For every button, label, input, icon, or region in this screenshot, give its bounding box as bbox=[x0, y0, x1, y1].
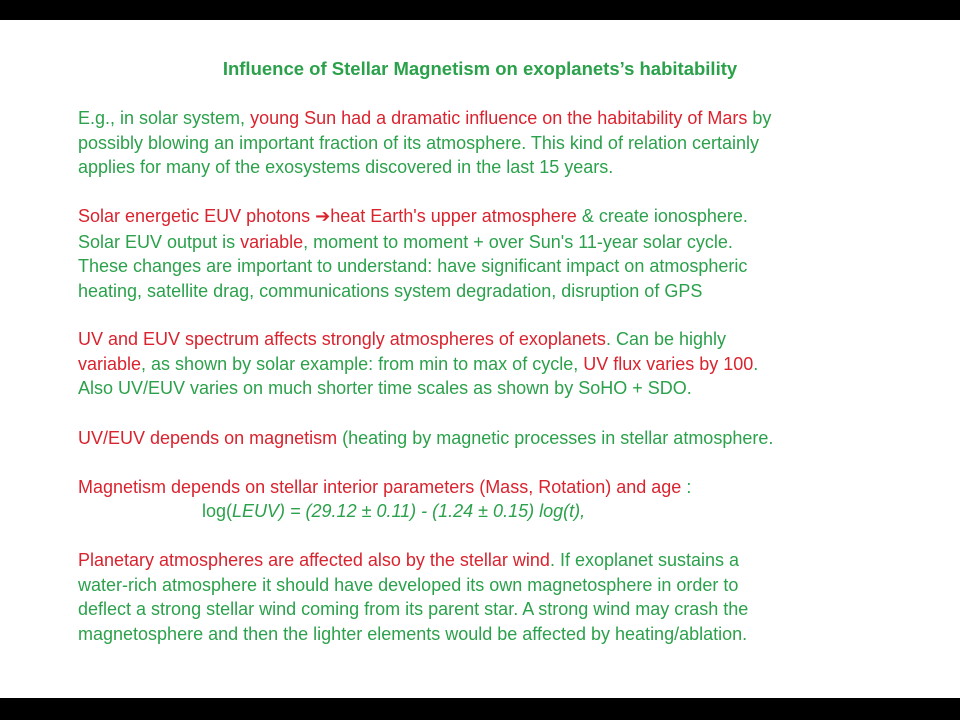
paragraph-line: water-rich atmosphere it should have developed its own magnetosphere in order to bbox=[78, 574, 739, 595]
paragraph-magnetism-uv bbox=[78, 426, 918, 451]
paragraph-line bbox=[78, 327, 918, 352]
highlight-text: UV flux varies by 100 bbox=[583, 353, 754, 374]
paragraph-line: These changes are important to understand: have significant impact on atmospheric bbox=[78, 256, 748, 276]
paragraph-line bbox=[78, 352, 918, 377]
highlight-text: heat Earth's upper atmosphere bbox=[330, 206, 577, 226]
paragraph-line: possibly blowing an important fraction of its atmosphere. This kind of relation certainly bbox=[78, 132, 760, 153]
paragraph-line bbox=[78, 548, 918, 573]
paragraph-line bbox=[78, 475, 918, 500]
text-run: , as shown by solar example: from min to max of cycle, bbox=[141, 353, 584, 374]
paragraph-stellar-wind bbox=[78, 548, 918, 646]
paragraph-line bbox=[78, 204, 918, 230]
highlight-text: Planetary atmospheres are affected also by the stellar wind bbox=[78, 550, 550, 570]
highlight-text: variable bbox=[78, 353, 142, 374]
text-run: by bbox=[747, 108, 772, 128]
text-run: , moment to moment + over Sun's 11-year solar cycle. bbox=[303, 231, 733, 252]
highlight-text: Solar energetic EUV photons bbox=[78, 206, 316, 226]
paragraph-uv-spectrum bbox=[78, 327, 918, 401]
text-run: : bbox=[681, 477, 692, 497]
slide bbox=[0, 20, 960, 698]
text-run: . bbox=[753, 353, 759, 374]
paragraph-line bbox=[78, 230, 918, 255]
text-run: Solar EUV output is bbox=[78, 231, 241, 252]
paragraph-euv-photons bbox=[78, 204, 918, 303]
highlight-text: young Sun had a dramatic influence on the habitability of Mars bbox=[250, 108, 748, 128]
formula-prefix: log( bbox=[202, 501, 233, 521]
paragraph-line: heating, satellite drag, communications system degradation, disruption of GPS bbox=[78, 280, 703, 301]
text-run: (heating by magnetic processes in stellar atmosphere. bbox=[337, 428, 774, 448]
formula-body: LEUV) = (29.12 ± 0.11) - (1.24 ± 0.15) log(t), bbox=[232, 501, 586, 521]
paragraph-line bbox=[78, 106, 918, 131]
highlight-text: Magnetism depends on stellar interior parameters (Mass, Rotation) and age bbox=[78, 477, 682, 497]
slide-title: Influence of Stellar Magnetism on exoplanets’s habitability bbox=[222, 58, 738, 79]
paragraph-line: applies for many of the exosystems discovered in the last 15 years. bbox=[78, 157, 614, 177]
highlight-text: variable bbox=[240, 231, 304, 252]
highlight-text: UV/EUV depends on magnetism bbox=[78, 428, 338, 448]
paragraph-line: magnetosphere and then the lighter elements would be affected by heating/ablation. bbox=[78, 623, 748, 644]
text-run: . Can be highly bbox=[605, 329, 727, 349]
paragraph-stellar-parameters bbox=[78, 475, 918, 500]
paragraph-mars bbox=[78, 106, 918, 180]
arrow-right-icon: ➔ bbox=[315, 206, 331, 227]
formula bbox=[202, 499, 585, 524]
paragraph-line: Also UV/EUV varies on much shorter time scales as shown by SoHO + SDO. bbox=[78, 378, 692, 398]
text-run: . If exoplanet sustains a bbox=[549, 550, 740, 570]
text-run: E.g., in solar system, bbox=[78, 108, 251, 128]
paragraph-line: deflect a strong stellar wind coming from its parent star. A strong wind may crash the bbox=[78, 599, 749, 619]
highlight-text: UV and EUV spectrum affects strongly atmospheres of exoplanets bbox=[78, 329, 606, 349]
text-run: & create ionosphere. bbox=[576, 206, 748, 226]
paragraph-line bbox=[78, 426, 918, 451]
